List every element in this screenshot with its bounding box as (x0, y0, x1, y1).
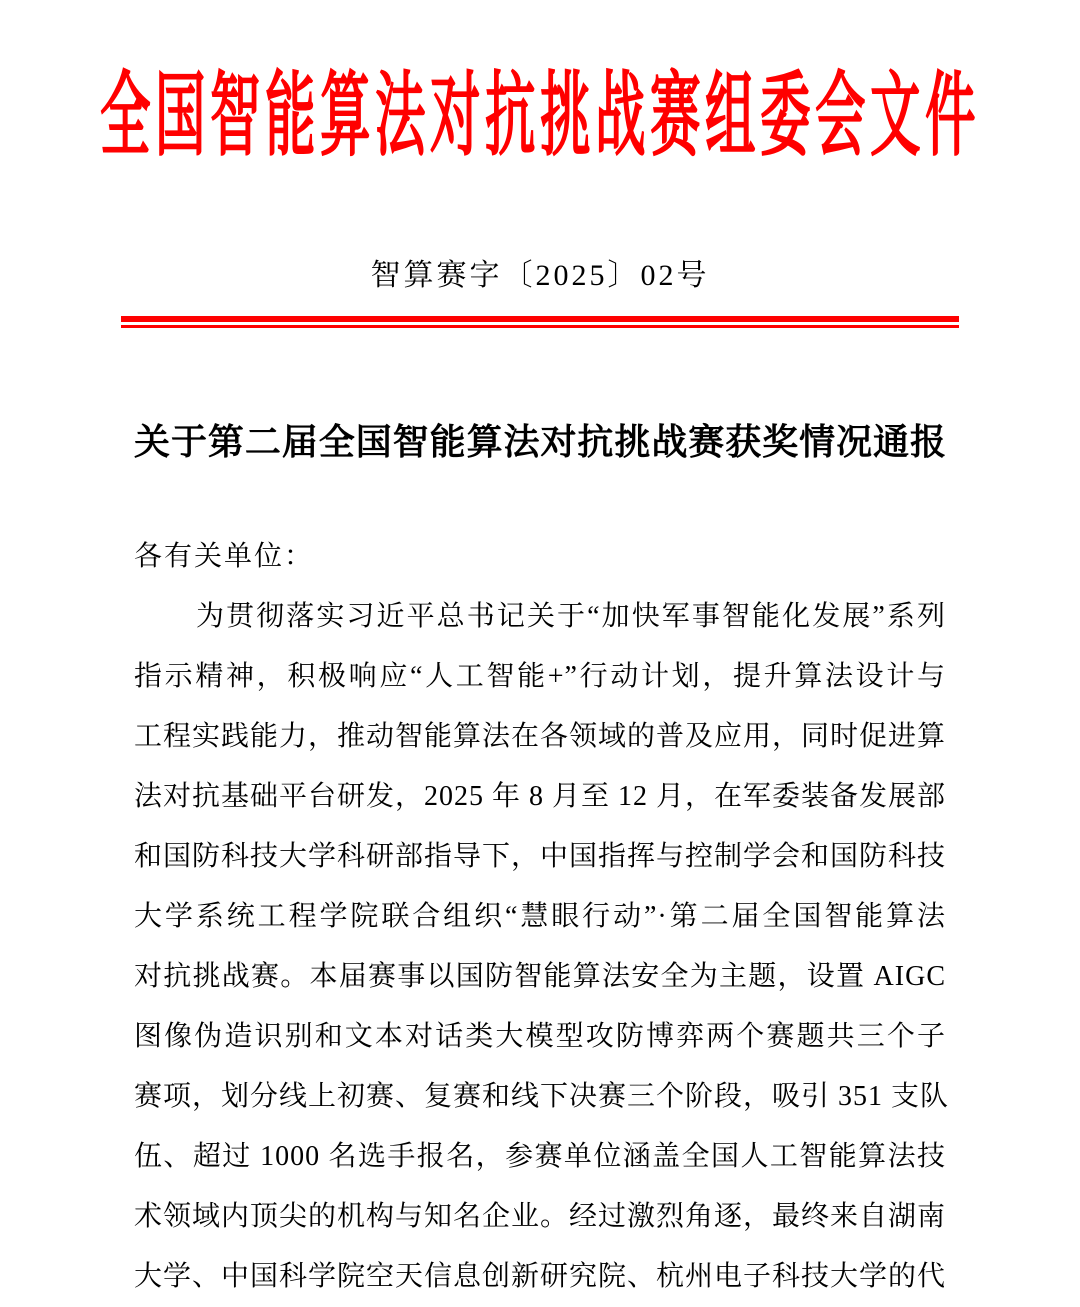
official-document-page (0, 36, 1080, 1292)
body-line: 术领域内顶尖的机构与知名企业。经过激烈角逐，最终来自湖南 (134, 1201, 947, 1232)
body-line: 工程实践能力，推动智能算法在各领域的普及应用，同时促进算 (134, 721, 947, 752)
organization-title: 全国智能算法对抗挑战赛组委会文件 (100, 65, 981, 167)
body-line: 为贯彻落实习近平总书记关于“加快军事智能化发展”系列 (196, 601, 946, 632)
body-line: 图像伪造识别和文本对话类大模型攻防博弈两个赛题共三个子 (134, 1021, 946, 1052)
red-divider-thin-line (121, 325, 959, 328)
document-title: 关于第二届全国智能算法对抗挑战赛获奖情况通报 (134, 422, 946, 462)
body-line: 大学、中国科学院空天信息创新研究院、杭州电子科技大学的代 (134, 1261, 947, 1292)
body-line: 伍、超过 1000 名选手报名，参赛单位涵盖全国人工智能算法技 (134, 1141, 946, 1172)
body-line: 对抗挑战赛。本届赛事以国防智能算法安全为主题，设置 AIGC (134, 961, 946, 992)
document-body (134, 527, 950, 1307)
body-line: 大学系统工程学院联合组织“慧眼行动”·第二届全国智能算法 (134, 901, 946, 932)
red-divider-thick-line (121, 316, 959, 322)
body-line: 和国防科技大学科研部指导下，中国指挥与控制学会和国防科技 (134, 841, 947, 872)
body-line: 法对抗基础平台研发，2025 年 8 月至 12 月，在军委装备发展部 (134, 781, 947, 812)
letterhead (0, 36, 1080, 196)
body-line: 指示精神，积极响应“人工智能+”行动计划，提升算法设计与 (134, 661, 946, 692)
body-line: 赛项，划分线上初赛、复赛和线下决赛三个阶段，吸引 351 支队 (134, 1081, 950, 1112)
salutation: 各有关单位： (134, 541, 315, 572)
document-number: 智算赛字〔2025〕02号 (370, 259, 710, 292)
red-divider (121, 316, 959, 328)
